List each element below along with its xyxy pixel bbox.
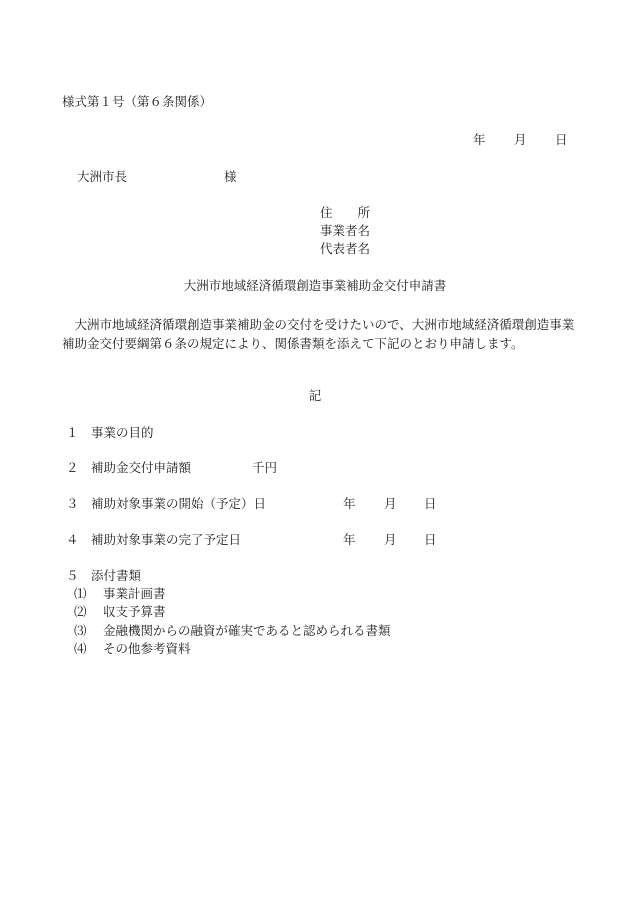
attachment-label: 金融機関からの融資が確実であると認められる書類: [103, 623, 391, 638]
attachment-label: 収支予算書: [103, 604, 166, 619]
item-number: ３: [66, 496, 79, 511]
attachment-number: ⑷: [74, 641, 87, 656]
applicant-business-name-label: 事業者名: [320, 223, 371, 238]
addressee-name: 大洲市長: [77, 169, 128, 184]
applicant-address-label: 住 所: [320, 205, 371, 220]
item-label: 事業の目的: [91, 425, 154, 440]
attachment-label: その他参考資料: [103, 641, 191, 656]
item-day: 日: [424, 496, 437, 511]
form-label: 様式第１号（第６条関係）: [62, 94, 213, 109]
item-number: １: [66, 425, 79, 440]
document-title: 大洲市地域経済循環創造事業補助金交付申請書: [183, 278, 447, 293]
attachment-number: ⑵: [74, 604, 87, 619]
attachment-label: 事業計画書: [103, 586, 166, 601]
item-month: 月: [384, 496, 397, 511]
item-label: 補助対象事業の開始（予定）日: [91, 496, 267, 511]
addressee-honorific: 様: [224, 169, 237, 184]
body-text: 大洲市地域経済循環創造事業補助金の交付を受けたいので、大洲市地域経済循環創造事業補助金交付要綱第６条の規定により、関係書類を添えて下記のとおり申請します。: [62, 317, 575, 351]
item-label: 添付書類: [91, 568, 142, 583]
attachment-number: ⑴: [74, 586, 87, 601]
body-paragraph: [62, 315, 577, 353]
item-number: ４: [66, 532, 79, 547]
date-month: 月: [514, 132, 527, 147]
item-day: 日: [424, 532, 437, 547]
applicant-representative-label: 代表者名: [320, 241, 371, 256]
item-year: 年: [343, 532, 356, 547]
item-label: 補助金交付申請額: [91, 460, 192, 475]
date-year: 年: [473, 132, 486, 147]
attachment-number: ⑶: [74, 623, 87, 638]
date-day: 日: [555, 132, 568, 147]
item-year: 年: [343, 496, 356, 511]
item-label: 補助対象事業の完了予定日: [91, 532, 242, 547]
ki-heading: 記: [308, 388, 322, 403]
item-unit: 千円: [252, 460, 278, 475]
item-number: ５: [66, 568, 79, 583]
item-number: ２: [66, 460, 79, 475]
item-month: 月: [384, 532, 397, 547]
